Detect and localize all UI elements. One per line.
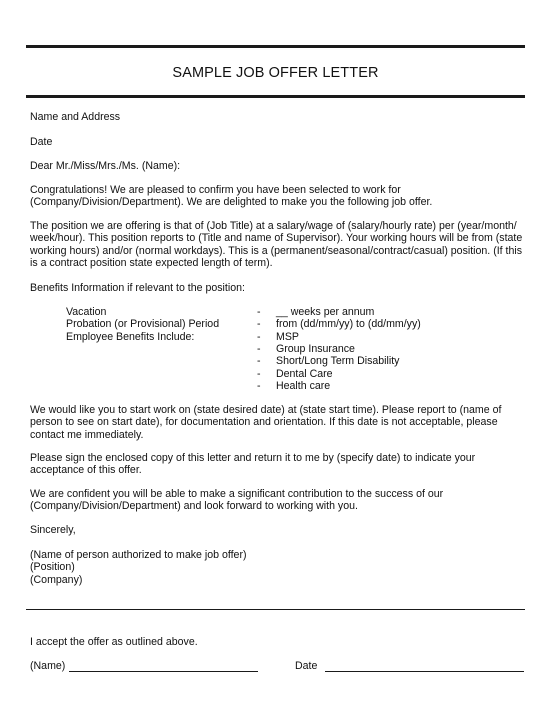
signature-block xyxy=(30,549,520,586)
title-rule xyxy=(26,95,525,98)
benefit-dash: - xyxy=(257,367,261,380)
benefit-value: __ weeks per annum xyxy=(276,306,375,318)
name-and-address: Name and Address xyxy=(30,111,121,123)
benefit-label: Employee Benefits Include: xyxy=(66,330,195,343)
benefits-intro: Benefits Information if relevant to the position: xyxy=(30,282,245,294)
benefit-value: Dental Care xyxy=(276,367,333,380)
benefit-label: Probation (or Provisional) Period xyxy=(66,318,220,331)
paragraph-line: working hours) and/or (normal workdays). This is a (permanent/seasonal/contract/casual) position. (If this xyxy=(30,244,523,257)
signatory-company: (Company) xyxy=(30,573,83,586)
benefit-dash: - xyxy=(257,342,261,355)
benefit-dash: - xyxy=(257,355,261,368)
benefit-value: MSP xyxy=(276,330,299,343)
letter-title: SAMPLE JOB OFFER LETTER xyxy=(172,65,379,81)
paragraph-line: contact me immediately. xyxy=(30,428,144,441)
benefit-dash: - xyxy=(257,318,261,331)
start-work-paragraph xyxy=(30,404,520,441)
benefit-dash: - xyxy=(257,330,261,343)
paragraph-line: is a contract position state expected length of term). xyxy=(30,256,273,269)
date-signature-line[interactable] xyxy=(325,671,524,672)
benefit-dash: - xyxy=(257,379,261,392)
signatory-name: (Name of person authorized to make job offer) xyxy=(30,549,247,561)
paragraph-line: acceptance of this offer. xyxy=(30,464,142,477)
benefit-value: Group Insurance xyxy=(276,342,355,355)
benefit-value: Health care xyxy=(276,379,331,392)
closing: Sincerely, xyxy=(30,524,76,536)
top-rule xyxy=(26,45,525,48)
date-label: Date xyxy=(295,660,318,672)
confident-paragraph xyxy=(30,488,520,513)
benefit-dash: - xyxy=(257,306,261,318)
bottom-rule xyxy=(26,609,525,610)
position-paragraph xyxy=(30,220,523,269)
name-label: (Name) xyxy=(30,660,66,672)
signatory-position: (Position) xyxy=(30,561,75,574)
benefit-label: Vacation xyxy=(66,306,107,318)
paragraph-line: (Company/Division/Department) and look forward to working with you. xyxy=(30,500,358,513)
sign-copy-paragraph xyxy=(30,452,520,477)
paragraph-line: We would like you to start work on (state desired date) at (state start time). Please report to (name of xyxy=(30,404,502,416)
paragraph-line: Please sign the enclosed copy of this letter and return it to me by (specify date) to indicate your xyxy=(30,452,476,464)
paragraph-line: The position we are offering is that of (Job Title) at a salary/wage of (salary/hourly rate) per (year/month/ xyxy=(30,220,517,232)
salutation: Dear Mr./Miss/Mrs./Ms. (Name): xyxy=(30,160,181,172)
benefit-value: Short/Long Term Disability xyxy=(276,355,400,368)
congrats-paragraph xyxy=(30,184,520,209)
accept-statement: I accept the offer as outlined above. xyxy=(30,636,198,648)
paragraph-line: week/hour). This position reports to (Title and name of Supervisor). Your working hours will be from (state xyxy=(30,232,523,245)
benefit-value: from (dd/mm/yy) to (dd/mm/yy) xyxy=(276,318,421,331)
date-line: Date xyxy=(30,136,53,148)
paragraph-line: (Company/Division/Department). We are delighted to make you the following job offer. xyxy=(30,196,433,209)
name-signature-line[interactable] xyxy=(69,671,258,672)
paragraph-line: We are confident you will be able to make a significant contribution to the success of our xyxy=(30,488,444,500)
paragraph-line: Congratulations! We are pleased to confirm you have been selected to work for xyxy=(30,184,401,196)
paragraph-line: person to see on start date), for documentation and orientation. If this date is not acceptable, please xyxy=(30,416,498,429)
